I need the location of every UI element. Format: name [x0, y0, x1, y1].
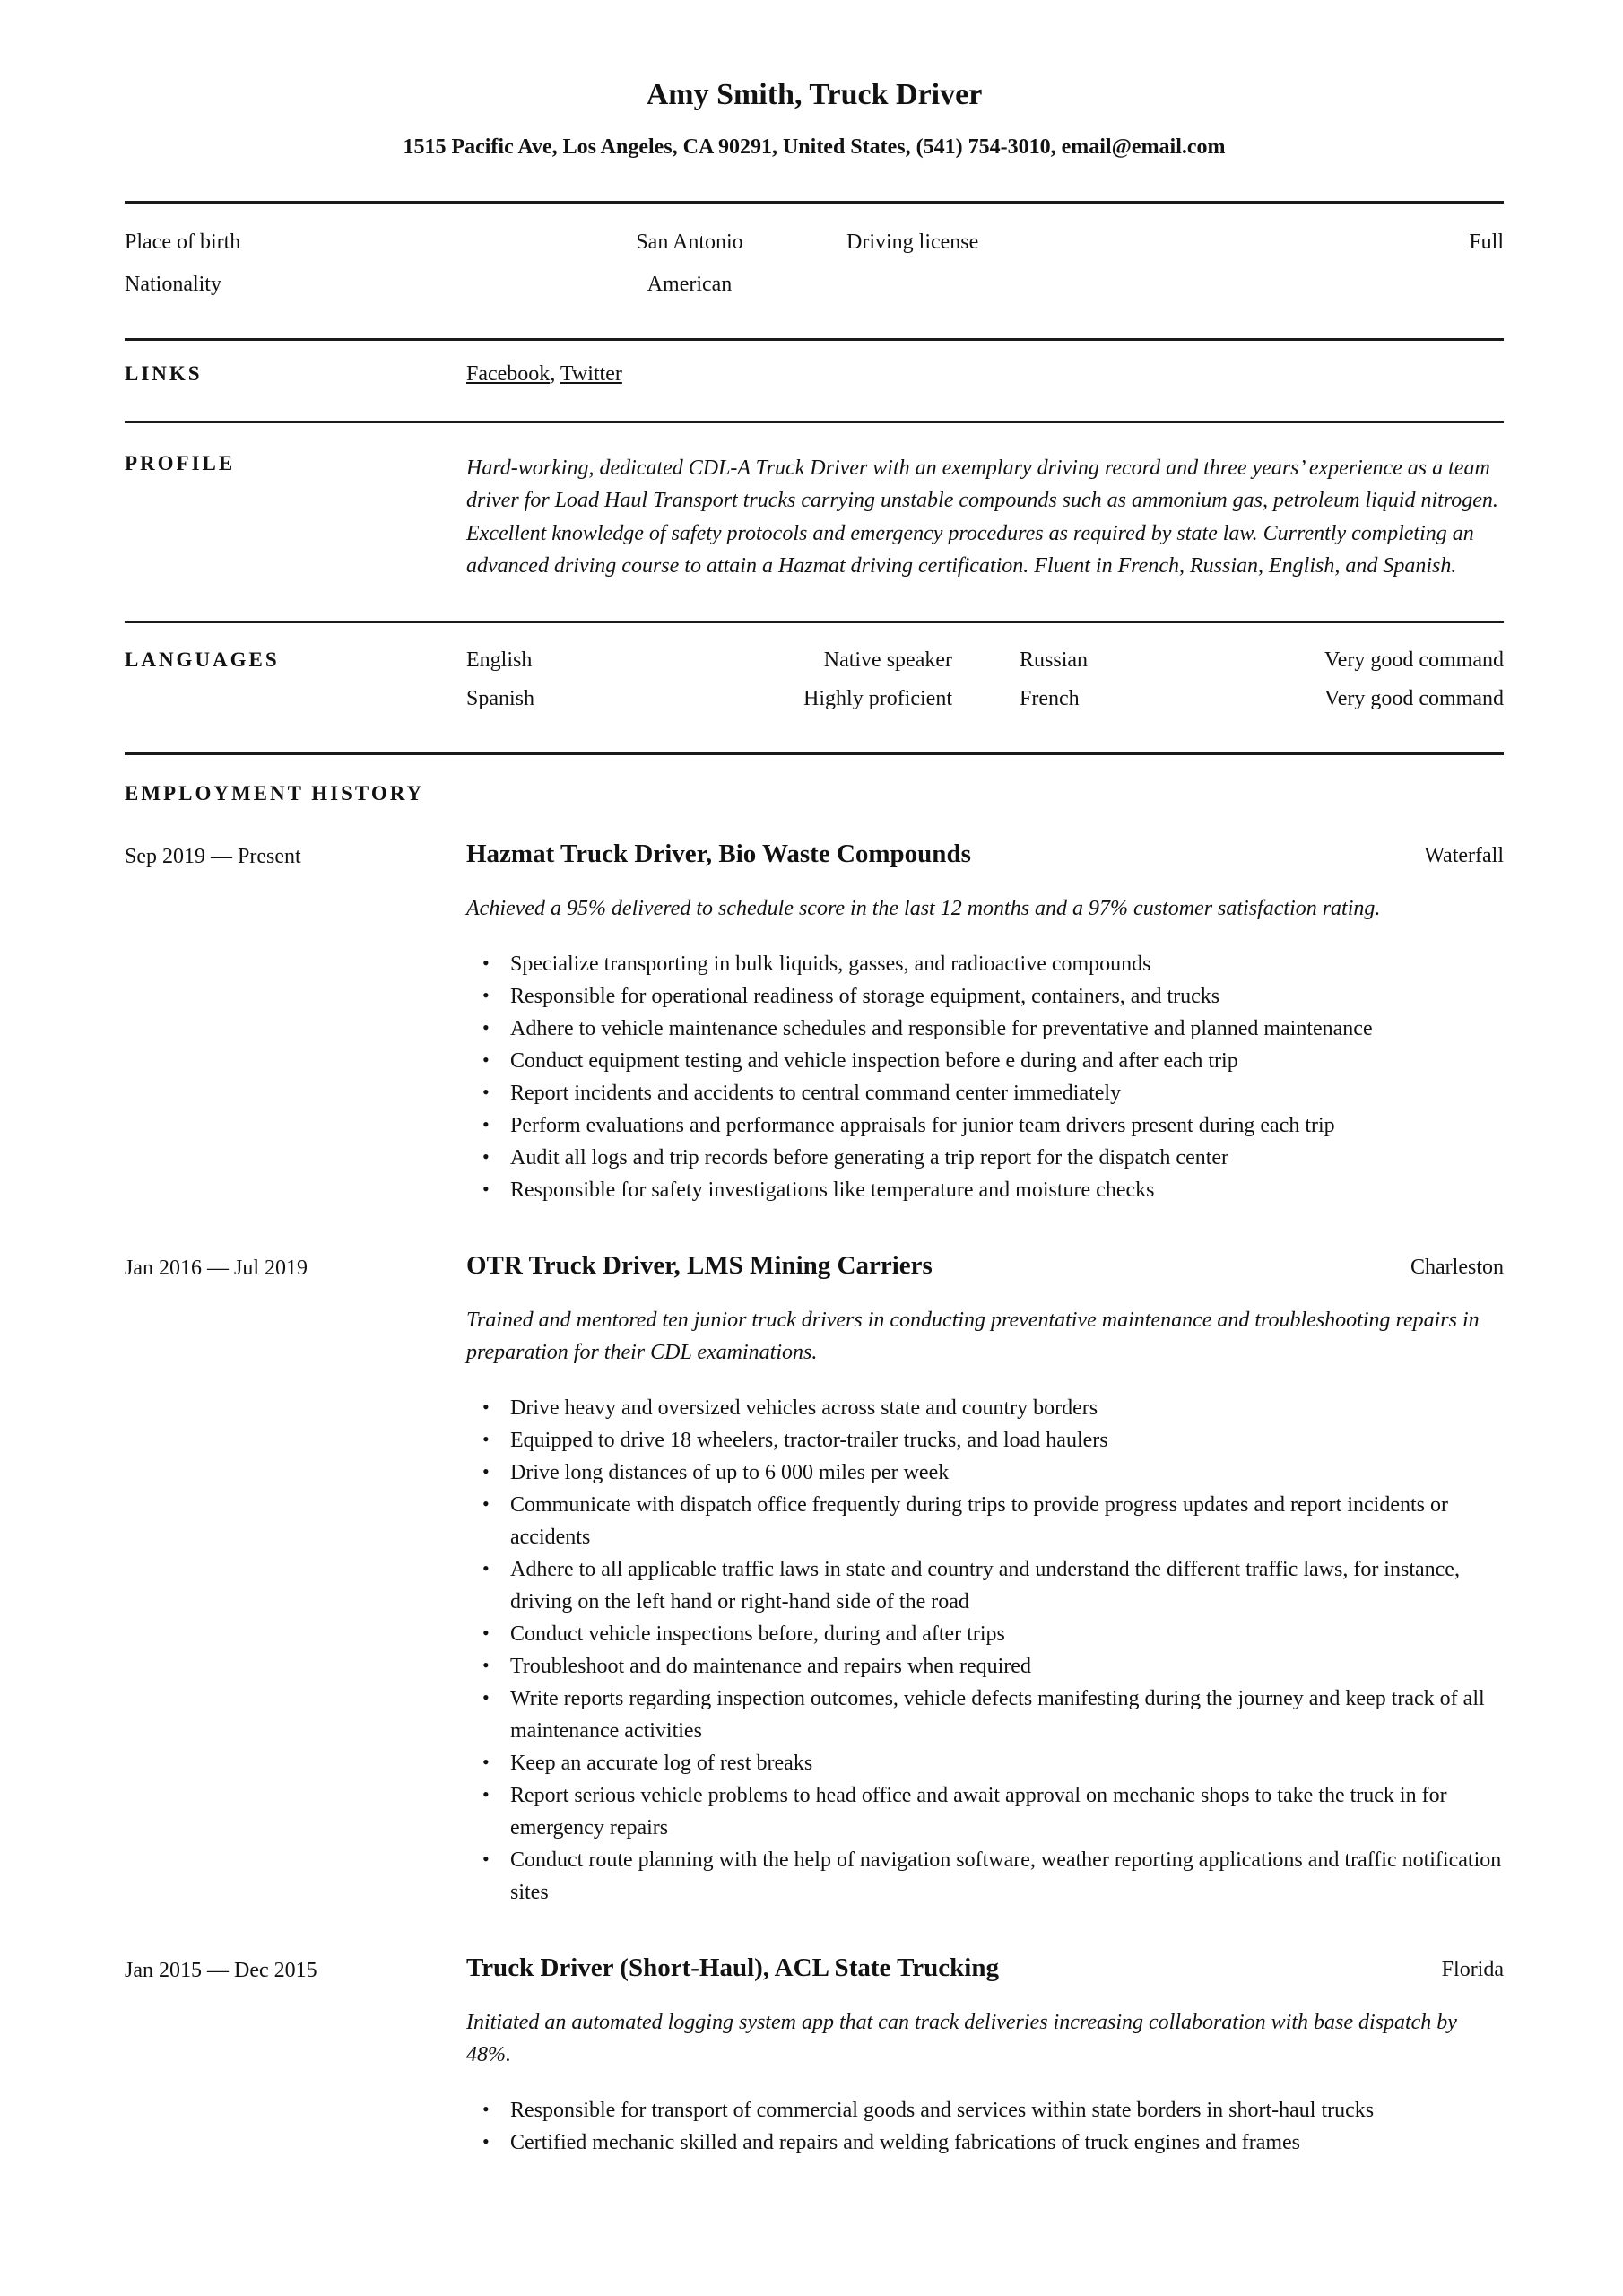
language-name: English: [466, 648, 533, 672]
links-separator: ,: [550, 361, 560, 386]
bullet-item: • Responsible for transport of commercial goods and services within state borders in short-haul trucks: [466, 2094, 1504, 2126]
bullet-item: • Responsible for operational readiness of storage equipment, containers, and trucks: [466, 980, 1504, 1013]
job-entry: [125, 839, 1504, 1206]
job-main: [466, 1953, 1504, 2159]
profile-text: Hard-working, dedicated CDL-A Truck Driver with an exemplary driving record and three years’ experience as a team driver for Load Haul Transport trucks carrying unstable compounds such as ammonium gas, petroleum liquid nitrogen. Excellent knowledge of safety protocols and emergency procedures as required by state law. Currently completing an advanced driving course to attain a Hazmat driving certification. Fluent in French, Russian, English, and Spanish.: [466, 456, 1498, 578]
language-level: Native speaker: [823, 648, 952, 672]
bullet-item: • Conduct route planning with the help of navigation software, weather reporting applications and traffic notification sites: [466, 1844, 1504, 1909]
profile-heading: PROFILE: [125, 451, 236, 474]
job-main: [466, 1251, 1504, 1909]
bullet-item: • Certified mechanic skilled and repairs and welding fabrications of truck engines and frames: [466, 2126, 1504, 2159]
job-header: [466, 1251, 1504, 1281]
job-dates: Sep 2019 — Present: [125, 844, 301, 868]
contact-line: 1515 Pacific Ave, Los Angeles, CA 90291, United States, (541) 754-3010, email@email.com: [403, 135, 1226, 159]
resume-header: [125, 77, 1504, 160]
bullet-item: • Keep an accurate log of rest breaks: [466, 1747, 1504, 1779]
job-location: Florida: [1441, 1957, 1504, 1981]
bullet-item: • Report serious vehicle problems to head office and await approval on mechanic shops to take the truck in for emergency repairs: [466, 1779, 1504, 1844]
language-name: French: [1020, 686, 1080, 710]
details-section: [125, 204, 1504, 338]
job-bullet-list: [466, 2094, 1504, 2159]
driving-license-label: Driving license: [846, 230, 979, 254]
bullet-item: • Troubleshoot and do maintenance and repairs when required: [466, 1650, 1504, 1683]
nationality-label: Nationality: [125, 272, 221, 296]
details-row: [125, 273, 1504, 297]
link-twitter[interactable]: Twitter: [560, 361, 622, 386]
links-list: [466, 362, 1504, 387]
bullet-item: • Equipped to drive 18 wheelers, tractor-trailer trucks, and load haulers: [466, 1424, 1504, 1457]
job-bullet-list: [466, 948, 1504, 1206]
details-row: [125, 230, 1504, 255]
bullet-item: • Communicate with dispatch office frequently during trips to provide progress updates and report incidents or accidents: [466, 1489, 1504, 1553]
language-name: Spanish: [466, 686, 535, 710]
job-entry: [125, 1953, 1504, 2159]
job-bullet-list: [466, 1392, 1504, 1909]
bullet-item: • Responsible for safety investigations like temperature and moisture checks: [466, 1174, 1504, 1206]
page-title: Amy Smith, Truck Driver: [646, 78, 983, 111]
job-location: Waterfall: [1424, 843, 1504, 867]
job-header: [466, 1953, 1504, 1983]
employment-heading: EMPLOYMENT HISTORY: [125, 781, 425, 804]
links-section: [125, 341, 1504, 421]
employment-section: [125, 755, 1504, 2159]
job-location: Charleston: [1410, 1255, 1504, 1279]
nationality-value: American: [647, 272, 733, 296]
place-of-birth-label: Place of birth: [125, 230, 241, 254]
job-header: [466, 839, 1504, 869]
bullet-item: • Perform evaluations and performance appraisals for junior team drivers present during each trip: [466, 1109, 1504, 1142]
job-summary: Initiated an automated logging system app that can track deliveries increasing collaboration with base dispatch by 48%.: [466, 2010, 1457, 2066]
job-entry: [125, 1251, 1504, 1909]
job-title: Truck Driver (Short-Haul), ACL State Trucking: [466, 1952, 999, 1982]
language-name: Russian: [1020, 648, 1089, 672]
bullet-item: • Conduct equipment testing and vehicle inspection before e during and after each trip: [466, 1045, 1504, 1077]
job-main: [466, 839, 1504, 1206]
bullet-item: • Report incidents and accidents to central command center immediately: [466, 1077, 1504, 1109]
bullet-item: • Adhere to all applicable traffic laws in state and country and understand the different traffic laws, for instance, driving on the left hand or right-hand side of the road: [466, 1553, 1504, 1618]
languages-grid: [466, 648, 1504, 711]
place-of-birth-value: San Antonio: [636, 230, 743, 254]
job-summary: Achieved a 95% delivered to schedule score in the last 12 months and a 97% customer satisfaction rating.: [466, 896, 1381, 920]
bullet-item: • Drive heavy and oversized vehicles across state and country borders: [466, 1392, 1504, 1424]
bullet-item: • Adhere to vehicle maintenance schedules and responsible for preventative and planned maintenance: [466, 1013, 1504, 1045]
link-facebook[interactable]: Facebook: [466, 361, 551, 386]
links-heading: LINKS: [125, 361, 203, 385]
languages-heading: LANGUAGES: [125, 648, 280, 671]
bullet-item: • Conduct vehicle inspections before, during and after trips: [466, 1618, 1504, 1650]
job-title: Hazmat Truck Driver, Bio Waste Compounds: [466, 839, 971, 868]
language-level: Highly proficient: [803, 686, 952, 710]
job-dates: Jan 2015 — Dec 2015: [125, 1958, 317, 1982]
profile-section: [125, 423, 1504, 621]
bullet-item: • Write reports regarding inspection outcomes, vehicle defects manifesting during the journey and keep track of all maintenance activities: [466, 1683, 1504, 1747]
language-level: Very good command: [1324, 686, 1504, 710]
job-summary: Trained and mentored ten junior truck drivers in conducting preventative maintenance and troubleshooting repairs in preparation for their CDL examinations.: [466, 1308, 1480, 1364]
driving-license-value: Full: [1469, 230, 1504, 254]
language-level: Very good command: [1324, 648, 1504, 672]
bullet-item: • Drive long distances of up to 6 000 miles per week: [466, 1457, 1504, 1489]
bullet-item: • Specialize transporting in bulk liquids, gasses, and radioactive compounds: [466, 948, 1504, 980]
bullet-item: • Audit all logs and trip records before generating a trip report for the dispatch center: [466, 1142, 1504, 1174]
job-title: OTR Truck Driver, LMS Mining Carriers: [466, 1250, 933, 1280]
languages-section: [125, 623, 1504, 752]
job-dates: Jan 2016 — Jul 2019: [125, 1256, 308, 1280]
